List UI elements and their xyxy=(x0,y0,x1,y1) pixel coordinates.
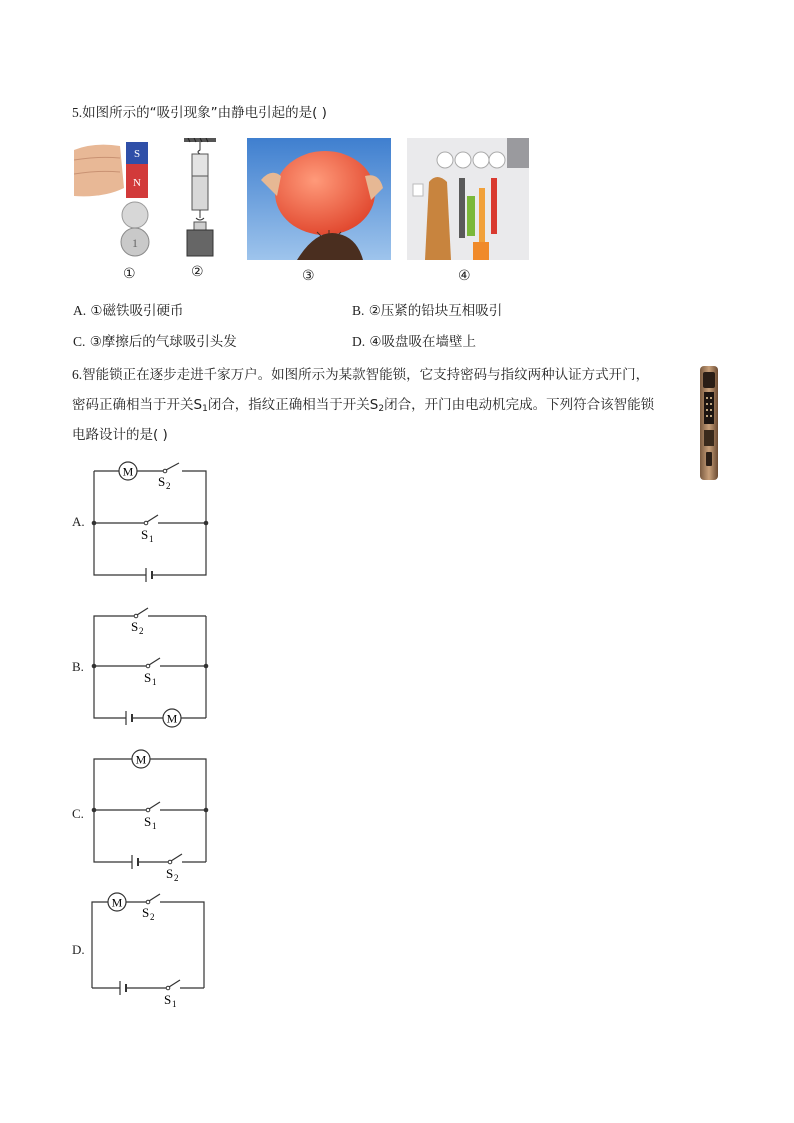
q5-option-c[interactable] xyxy=(73,333,237,351)
motor-label: M xyxy=(111,895,123,910)
q5-caption-3: ③ xyxy=(302,268,315,284)
option-letter: C. xyxy=(73,334,86,349)
q6-circuit-c[interactable] xyxy=(86,748,216,882)
switch-s1-sub: 1 xyxy=(152,821,157,831)
magnet-n-label: N xyxy=(133,177,141,189)
switch-s1-sub: 1 xyxy=(172,999,177,1009)
q6-circuit-d[interactable] xyxy=(84,890,214,1010)
motor-label: M xyxy=(122,464,134,479)
q6-option-b-label[interactable]: B. xyxy=(72,659,84,674)
q6-smart-lock-image xyxy=(696,366,722,480)
option-letter: A. xyxy=(73,303,87,318)
switch-s2-sub: 2 xyxy=(166,481,171,491)
switch-s2-sub: 2 xyxy=(139,626,144,636)
q6-line2-part-b: 闭合，指纹正确相当于开关S xyxy=(207,397,379,413)
option-letter: D. xyxy=(352,334,366,349)
q6-line3-text: 电路设计的是( ) xyxy=(72,427,168,443)
q5-stem-text: 如图所示的“吸引现象”由静电引起的是( ) xyxy=(82,105,327,121)
q6-stem-line-1 xyxy=(72,366,649,384)
switch-s2-sub: 2 xyxy=(150,912,155,922)
q6-line2-sub1: 1 xyxy=(202,404,208,414)
option-text: ②压紧的铅块互相吸引 xyxy=(368,303,503,319)
q5-photo-lead-blocks xyxy=(180,138,220,260)
switch-s2-sub: 2 xyxy=(174,873,179,882)
option-letter: B. xyxy=(352,303,365,318)
q6-stem-line-2 xyxy=(72,396,654,418)
switch-s2 xyxy=(171,854,182,861)
q5-photo-magnet-coins xyxy=(74,138,156,260)
q6-option-d-label[interactable]: D. xyxy=(72,942,85,957)
q6-line2-part-a: 密码正确相当于开关S xyxy=(72,397,203,413)
q6-circuit-a[interactable] xyxy=(86,458,216,582)
switch-s2 xyxy=(149,894,160,901)
switch-s1-label: S xyxy=(144,670,152,685)
switch-s2 xyxy=(137,608,148,615)
q5-option-a[interactable] xyxy=(73,302,184,320)
q5-caption-1: ① xyxy=(123,266,136,282)
q5-photo-balloon-hair xyxy=(247,138,391,260)
switch-s2-label: S xyxy=(142,905,150,920)
q6-circuit-b[interactable] xyxy=(86,604,216,728)
switch-s2 xyxy=(166,463,179,470)
q5-option-d[interactable] xyxy=(352,333,476,351)
q6-option-a-label[interactable]: A. xyxy=(72,514,85,529)
q5-option-b[interactable] xyxy=(352,302,502,320)
q6-line1-text: 智能锁正在逐步走进千家万户。如图所示为某款智能锁，它支持密码与指纹两种认证方式开门， xyxy=(82,367,650,383)
switch-s2-label: S xyxy=(166,866,174,881)
switch-s1 xyxy=(147,515,158,522)
motor-label: M xyxy=(135,752,147,767)
q5-photo-suction-hooks xyxy=(407,138,529,260)
option-text: ①磁铁吸引硬币 xyxy=(90,303,184,319)
q5-caption-4: ④ xyxy=(458,268,471,284)
switch-s1-label: S xyxy=(144,814,152,829)
q5-caption-2: ② xyxy=(191,264,204,280)
switch-s1 xyxy=(149,802,160,809)
q6-number: 6. xyxy=(72,367,83,382)
magnet-s-label: S xyxy=(133,148,141,160)
motor-label: M xyxy=(166,711,178,726)
q6-line2-sub2: 2 xyxy=(378,404,385,414)
coin-mark: 1 xyxy=(132,236,138,250)
switch-s1-sub: 1 xyxy=(149,534,154,544)
switch-s1-sub: 1 xyxy=(152,677,157,687)
q5-number: 5. xyxy=(72,105,83,120)
q5-stem xyxy=(72,104,327,122)
option-text: ③摩擦后的气球吸引头发 xyxy=(89,334,237,350)
switch-s1 xyxy=(169,980,180,987)
q6-stem-line-3 xyxy=(72,426,168,444)
option-text: ④吸盘吸在墙壁上 xyxy=(369,334,477,350)
switch-s1-label: S xyxy=(141,527,149,542)
switch-s2-label: S xyxy=(131,619,139,634)
switch-s1-label: S xyxy=(164,992,172,1007)
switch-s1 xyxy=(149,658,160,665)
switch-s2-label: S xyxy=(158,474,166,489)
q6-line2-part-c: 闭合，开门由电动机完成。下列符合该智能锁 xyxy=(384,397,655,413)
q6-option-c-label[interactable]: C. xyxy=(72,806,84,821)
